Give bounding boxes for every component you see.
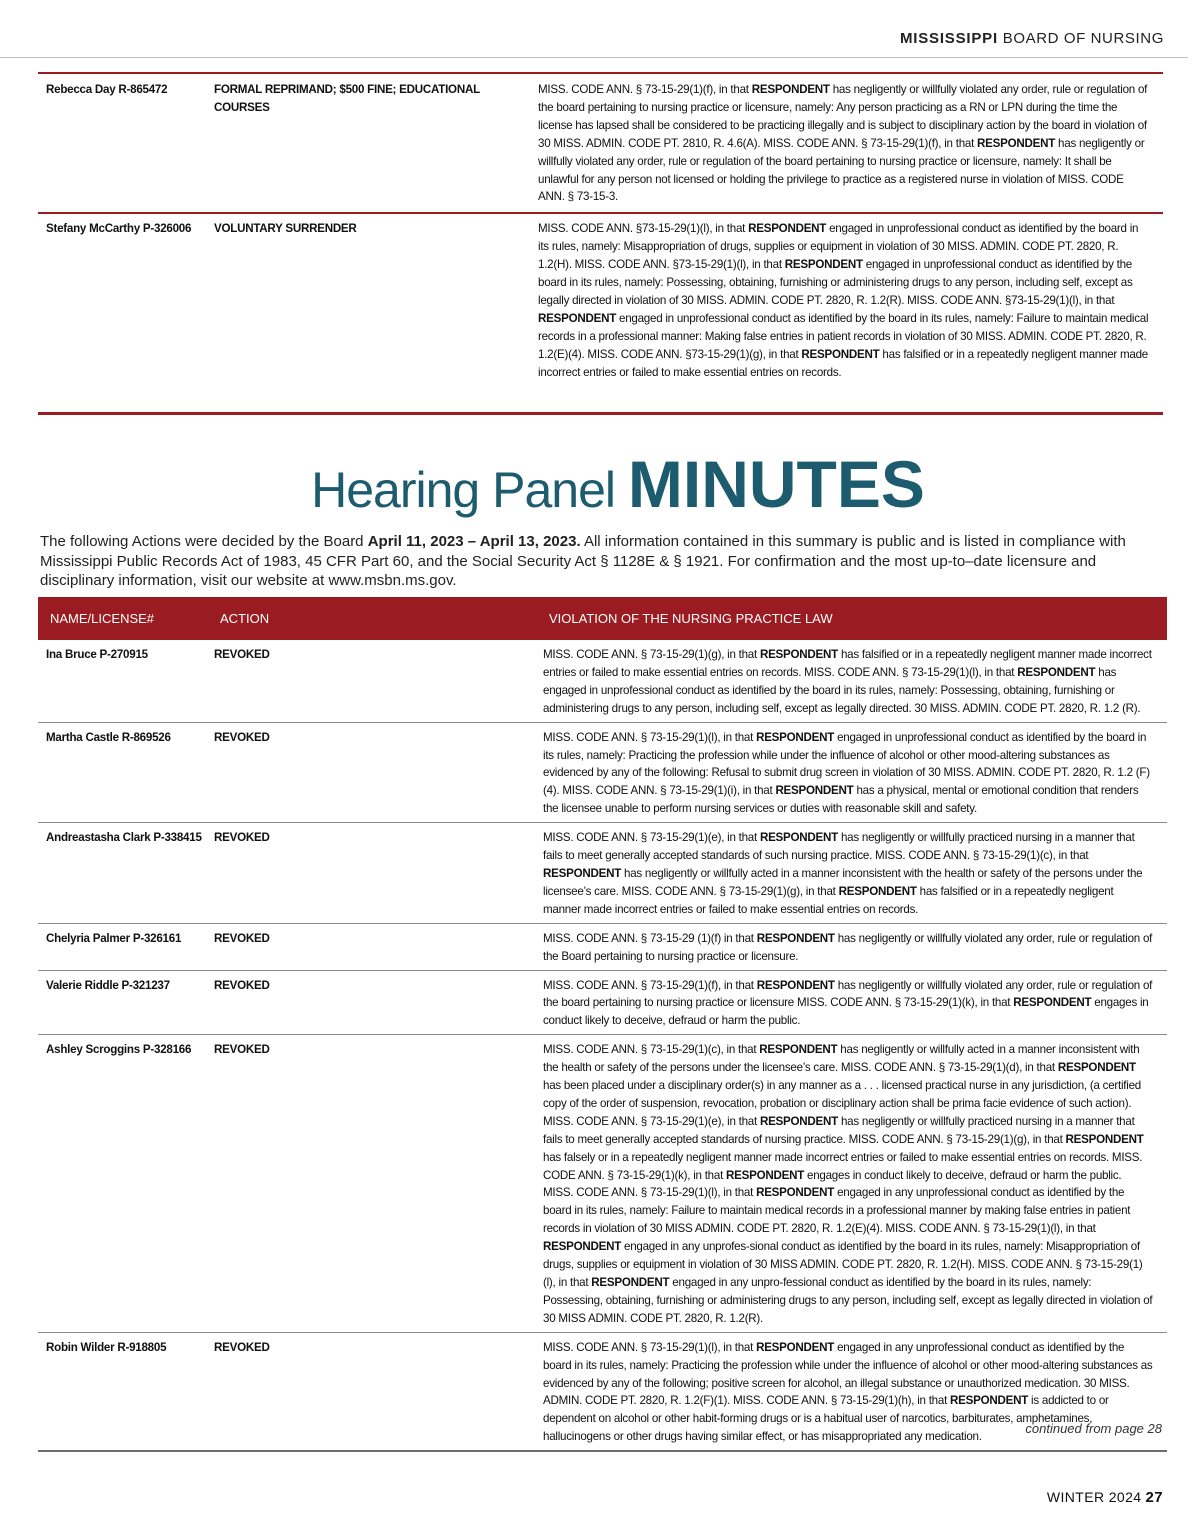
respondent-term: RESPONDENT [801,347,880,361]
row-action: REVOKED [214,931,270,945]
table-row [38,214,1163,411]
respondent-term: RESPONDENT [759,831,838,845]
minutes-table [38,597,1167,1452]
row-violation: MISS. CODE ANN. § 73-15-29 (1)(f) in that RESPONDENT has negligently or willfully violated any order, rule or regulation of the Board pertaining to nursing practice or licensure. [543,931,1153,963]
title-light: Hearing Panel [311,462,628,518]
respondent-term: RESPONDENT [543,866,622,880]
entry-action: VOLUNTARY SURRENDER [214,222,357,236]
respondent-term: RESPONDENT [751,83,830,96]
table-row [38,1333,1167,1450]
table-row [38,723,1167,823]
section-title [0,446,1200,522]
respondent-term: RESPONDENT [784,258,863,272]
row-name: Andreastasha Clark P-338415 [46,831,202,845]
row-violation: MISS. CODE ANN. § 73-15-29(1)(l), in that RESPONDENT engaged in any unprofessional conduct as identified by the board in its rules, namely: Practicing the profession while under the influence of alcohol or other mood-altering substances as evidenced by any of the following; positive screen for alcohol, an illegal substance or unauthorized medication. 30 MISS. ADMIN. CODE PT. 2820, R. 1.2(F)(1). MISS. CODE ANN. § 73-15-29(1)(h), in that RESPONDENT is addicted to or dependent on alcohol or other habit-forming drugs or is a habitual user of narcotics, barbiturates, amphetamines, hallucinogens or other drugs having similar effect, or has misappropriated any medication. [543,1340,1153,1444]
entry-violation: MISS. CODE ANN. §73-15-29(1)(l), in that RESPONDENT engaged in unprofessional conduct as identified by the board in its rules, namely: Misappropriation of drugs, supplies or equipment in violation of 30 MISS. ADMIN. CODE PT. 2820, R. 1.2(H). MISS. CODE ANN. §73-15-29(1)(l), in that RESPONDENT engaged in unprofessional conduct as identified by the board in its rules, namely: Possessing, obtaining, furnishing or administering drugs to any person, including self, except as legally directed in violation of 30 MISS. ADMIN. CODE PT. 2820, R. 1.2(R). MISS. CODE ANN. §73-15-29(1)(l), in that RESPONDENT engaged in unprofessional conduct as identified by the board in its rules, namely: Failure to maintain medical records in a professional manner: Making false entries in patient records in violation of 30 MISS. ADMIN. CODE PT. 2820, R. 1.2(E)(4). MISS. CODE ANN. §73-15-29(1)(g), in that RESPONDENT has falsified or in a repeatedly negligent manner made incorrect entries or failed to make essential entries on records. [538,222,1149,379]
respondent-term: RESPONDENT [756,1186,835,1200]
row-name: Robin Wilder R-918805 [46,1340,167,1354]
table-row [38,74,1163,212]
table-bottom-rule [38,1450,1167,1452]
respondent-term: RESPONDENT [838,884,917,898]
row-action: REVOKED [214,1043,270,1057]
respondent-term: RESPONDENT [591,1276,670,1289]
publisher-name: MISSISSIPPI [899,30,998,47]
respondent-term: RESPONDENT [1017,665,1096,679]
page-folio [1047,1489,1163,1506]
header-divider [0,57,1188,58]
continued-table [38,72,1163,415]
intro-paragraph [40,532,1170,591]
respondent-term: RESPONDENT [726,1168,805,1182]
row-violation: MISS. CODE ANN. § 73-15-29(1)(g), in that RESPONDENT has falsified or in a repeatedly negligent manner made incorrect entries or failed to make essential entries on records. MISS. CODE ANN. § 73-15-29(1)(l), in that RESPONDENT has engaged in unprofessional conduct as identified by the board in its rules, namely: Possessing, obtaining, furnishing or administering drugs to any person, including self, except as legally directed. 30 MISS. ADMIN. CODE PT. 2820, R. 1.2 (R). [543,648,1152,715]
row-action: REVOKED [214,1340,270,1354]
entry-name: Stefany McCarthy P-326006 [46,222,192,236]
row-action: REVOKED [214,730,270,744]
respondent-term: RESPONDENT [759,1043,838,1057]
table-row [38,1035,1167,1332]
title-bold: MINUTES [627,447,925,521]
row-action: REVOKED [214,648,270,661]
respondent-term: RESPONDENT [543,1240,622,1254]
row-name: Ina Bruce P-270915 [46,648,148,661]
entry-violation: MISS. CODE ANN. § 73-15-29(1)(f), in that RESPONDENT has negligently or willfully violated any order, rule or regulation of the board pertaining to nursing practice or licensure, namely: Any person practicing as a RN or LPN during the time the license has lapsed shall be considered to be practicing illegally and is subject to disciplinary action by the board in violation of 30 MISS. ADMIN. CODE PT. 2810, R. 4.6(A). MISS. CODE ANN. § 73-15-29(1)(f), in that RESPONDENT has negligently or willfully violated any order, rule or regulation of the board pertaining to nursing practice or licensure, namely: It shall be unlawful for any person not licensed or holding the privilege to practice as a registered nurse in violation of MISS. CODE ANN. § 73-15-3. [538,83,1148,204]
respondent-term: RESPONDENT [756,931,835,945]
row-name: Chelyria Palmer P-326161 [46,931,182,945]
table-row [38,924,1167,970]
respondent-term: RESPONDENT [756,978,835,992]
intro-lead: The following Actions were decided by the Board [40,533,368,550]
table-bottom-rule [38,412,1163,415]
column-header-action: ACTION [220,611,270,626]
intro-dates: April 11, 2023 – April 13, 2023. [367,533,581,550]
row-violation: MISS. CODE ANN. § 73-15-29(1)(c), in that RESPONDENT has negligently or willfully acted in a manner inconsistent with the health or safety of the persons under the licensee’s care. MISS. CODE ANN. § 73-15-29(1)(d), in that RESPONDENT has been placed under a disciplinary order(s) in any manner as a . . . licensed practical nurse in any jurisdiction, (a certified copy of the order of suspension, revocation, probation or disciplinary action shall be prima facie evidence of such action). MISS. CODE ANN. § 73-15-29(1)(e), in that RESPONDENT has negligently or willfully practiced nursing in a manner that fails to meet generally accepted standards of nursing practice. MISS. CODE ANN. § 73-15-29(1)(g), in that RESPONDENT has falsely or in a repeatedly negligent manner made incorrect entries or failed to make essential entries on records. MISS. CODE ANN. § 73-15-29(1)(k), in that RESPONDENT engages in conduct likely to deceive, defraud or harm the public. MISS. CODE ANN. § 73-15-29(1)(l), in that RESPONDENT engaged in any unprofessional conduct as identified by the board in its rules, namely: Failure to maintain medical records in a professional manner by making false entries in patient records in violation of 30 MISS ADMIN. CODE PT. 2820, R. 1.2(E)(4). MISS. CODE ANN. § 73-15-29(1)(l), in that RESPONDENT engaged in any unprofes-sional conduct as identified by the board in its rules, namely: Misappropriation of drugs, supplies or equipment in violation of 30 MISS ADMIN. CODE PT. 2820, R. 1.2(H). MISS. CODE ANN. § 73-15-29(1)(l), in that RESPONDENT engaged in any unpro-fessional conduct as identified by the board in its rules, namely: Possessing, obtaining, furnishing or administering drugs to any person, including self, except as legally directed in violation of 30 MISS ADMIN. CODE PT. 2820, R. 1.2(R). [543,1043,1153,1325]
table-header [38,597,1167,640]
continued-note: continued from page 28 [1025,1421,1162,1436]
column-header-violation: VIOLATION OF THE NURSING PRACTICE LAW [549,611,833,626]
table-body [38,640,1167,1450]
page-number: 27 [1145,1489,1163,1506]
row-action: REVOKED [214,978,270,992]
entry-action: FORMAL REPRIMAND; $500 FINE; EDUCATIONAL COURSES [214,83,480,114]
table-row [38,971,1167,1035]
intro-body: All information contained in this summary is public and is listed in compliance with Mississippi Public Records Act of 1983, 45 CFR Part 60, and the Social Security Act § 1128E & § 1921. For confirmation and the most up-to–date licensure and disciplinary information, visit our website at www.msbn.ms.gov. [40,533,1126,590]
row-name: Martha Castle R-869526 [46,730,171,744]
row-name: Valerie Riddle P-321237 [46,978,170,992]
respondent-term: RESPONDENT [759,1114,838,1128]
respondent-term: RESPONDENT [1057,1061,1136,1075]
row-name: Ashley Scroggins P-328166 [46,1043,192,1057]
respondent-term: RESPONDENT [756,1340,835,1354]
respondent-term: RESPONDENT [977,136,1056,150]
respondent-term: RESPONDENT [950,1394,1029,1408]
row-violation: MISS. CODE ANN. § 73-15-29(1)(f), in that RESPONDENT has negligently or willfully violated any order, rule or regulation of the board pertaining to nursing practice or licensure MISS. CODE ANN. § 73-15-29(1)(k), in that RESPONDENT engages in conduct likely to deceive, defraud or harm the public. [543,978,1153,1028]
respondent-term: RESPONDENT [756,730,835,744]
respondent-term: RESPONDENT [748,222,827,236]
respondent-term: RESPONDENT [1013,996,1092,1010]
respondent-term: RESPONDENT [759,648,838,661]
row-violation: MISS. CODE ANN. § 73-15-29(1)(e), in that RESPONDENT has negligently or willfully practiced nursing in a manner that fails to meet generally accepted standards of such nursing practice. MISS. CODE ANN. § 73-15-29(1)(c), in that RESPONDENT has negligently or willfully acted in a manner inconsistent with the health or safety of the persons under the licensee’s care. MISS. CODE ANN. § 73-15-29(1)(g), in that RESPONDENT has falsified or in a repeatedly negligent manner made incorrect entries or failed to make essential entries on records. [543,831,1143,916]
respondent-term: RESPONDENT [538,311,617,325]
respondent-term: RESPONDENT [1065,1132,1144,1146]
table-row [38,640,1167,722]
running-header [900,30,1164,47]
row-action: REVOKED [214,831,270,845]
row-violation: MISS. CODE ANN. § 73-15-29(1)(l), in that RESPONDENT engaged in unprofessional conduct as identified by the board in its rules, namely: Practicing the profession while under the influence of alcohol or other mood-altering substances as evidenced by any of the following: Refusal to submit drug screen in violation of 30 MISS. ADMIN. CODE PT. 2820, R. 1.2 (F)(4). MISS. CODE ANN. § 73-15-29(1)(i), in that RESPONDENT has a physical, mental or emotional condition that renders the licensee unable to perform nursing services or duties with reasonable skill and safety. [543,730,1150,816]
column-header-name: NAME/LICENSE# [50,611,155,626]
table-row [38,823,1167,923]
publisher-rest: BOARD OF NURSING [997,30,1164,47]
respondent-term: RESPONDENT [775,784,854,798]
issue-label: WINTER 2024 [1046,1489,1142,1505]
entry-name: Rebecca Day R-865472 [46,83,168,96]
